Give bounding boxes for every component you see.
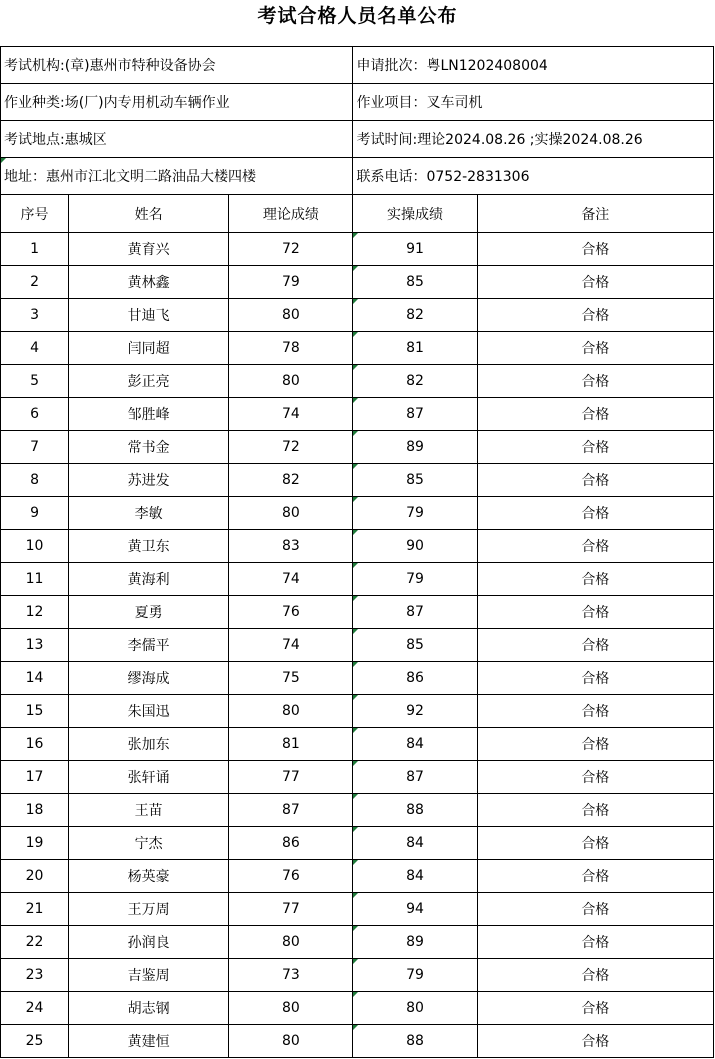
address-cell[interactable]: [1, 158, 353, 195]
cell-practice-score[interactable]: 94: [353, 893, 477, 926]
cell-name[interactable]: 彭正亮: [69, 365, 229, 398]
cell-practice-score[interactable]: 87: [353, 761, 477, 794]
header-practice[interactable]: 实操成绩: [353, 195, 477, 233]
table-row: [1, 299, 714, 332]
cell-remark[interactable]: 合格: [477, 860, 713, 893]
table-row: [1, 596, 714, 629]
cell-practice-score[interactable]: 82: [353, 299, 477, 332]
cell-practice-score[interactable]: 87: [353, 596, 477, 629]
table-row: [1, 629, 714, 662]
cell-theory-score[interactable]: 76: [229, 860, 353, 893]
cell-practice-score[interactable]: 84: [353, 728, 477, 761]
category-value: 场(厂)内专用机动车辆作业: [64, 95, 230, 111]
cell-remark[interactable]: 合格: [477, 530, 713, 563]
cell-theory-score[interactable]: 72: [229, 233, 353, 266]
phone-value: 0752-2831306: [426, 169, 530, 185]
cell-index[interactable]: 7: [1, 431, 69, 464]
cell-name[interactable]: 朱国迅: [69, 695, 229, 728]
cell-name[interactable]: 杨英豪: [69, 860, 229, 893]
cell-index[interactable]: 19: [1, 827, 69, 860]
table-row: [1, 266, 714, 299]
cell-index[interactable]: 10: [1, 530, 69, 563]
cell-index[interactable]: 6: [1, 398, 69, 431]
cell-theory-score[interactable]: 78: [229, 332, 353, 365]
cell-name[interactable]: 黄建恒: [69, 1025, 229, 1058]
cell-index[interactable]: 24: [1, 992, 69, 1025]
cell-index[interactable]: 1: [1, 233, 69, 266]
info-row-address: [1, 158, 714, 195]
cell-name[interactable]: 李儒平: [69, 629, 229, 662]
info-row-category: [1, 84, 714, 121]
page-title: 考试合格人员名单公布: [257, 5, 458, 27]
cell-practice-score[interactable]: 80: [353, 992, 477, 1025]
cell-remark[interactable]: 合格: [477, 563, 713, 596]
cell-index[interactable]: 20: [1, 860, 69, 893]
cell-name[interactable]: 甘迪飞: [69, 299, 229, 332]
cell-theory-score[interactable]: 80: [229, 497, 353, 530]
cell-theory-score[interactable]: 77: [229, 761, 353, 794]
cell-theory-score[interactable]: 80: [229, 365, 353, 398]
cell-index[interactable]: 23: [1, 959, 69, 992]
table-row: [1, 959, 714, 992]
batch-value: 粤LN1202408004: [426, 58, 548, 74]
cell-remark[interactable]: 合格: [477, 662, 713, 695]
batch-label: 申请批次：: [356, 58, 427, 74]
cell-theory-score[interactable]: 80: [229, 695, 353, 728]
batch-cell[interactable]: [353, 47, 714, 84]
cell-theory-score[interactable]: 80: [229, 926, 353, 959]
cell-remark[interactable]: 合格: [477, 794, 713, 827]
cell-remark[interactable]: 合格: [477, 332, 713, 365]
cell-theory-score[interactable]: 77: [229, 893, 353, 926]
cell-practice-score[interactable]: 86: [353, 662, 477, 695]
cell-practice-score[interactable]: 87: [353, 398, 477, 431]
cell-theory-score[interactable]: 87: [229, 794, 353, 827]
cell-name[interactable]: 邹胜峰: [69, 398, 229, 431]
cell-remark[interactable]: 合格: [477, 398, 713, 431]
cell-name[interactable]: 张加东: [69, 728, 229, 761]
cell-practice-score[interactable]: 79: [353, 959, 477, 992]
address-value: 惠州市江北文明二路油品大楼四楼: [46, 169, 256, 185]
table-row: [1, 926, 714, 959]
table-row: [1, 992, 714, 1025]
cell-remark[interactable]: 合格: [477, 695, 713, 728]
table-row: [1, 497, 714, 530]
cell-name[interactable]: 吉鉴周: [69, 959, 229, 992]
header-index[interactable]: 序号: [1, 195, 69, 233]
table-header-row: [1, 195, 714, 233]
cell-theory-score[interactable]: 86: [229, 827, 353, 860]
cell-name[interactable]: 黄卫东: [69, 530, 229, 563]
table-row: [1, 464, 714, 497]
table-row: [1, 662, 714, 695]
cell-remark[interactable]: 合格: [477, 1025, 713, 1058]
cell-name[interactable]: 王苗: [69, 794, 229, 827]
cell-practice-score[interactable]: 89: [353, 431, 477, 464]
cell-remark[interactable]: 合格: [477, 761, 713, 794]
cell-theory-score[interactable]: 82: [229, 464, 353, 497]
table-row: [1, 431, 714, 464]
cell-remark[interactable]: 合格: [477, 728, 713, 761]
place-value: 惠城区: [64, 132, 107, 148]
cell-name[interactable]: 张轩诵: [69, 761, 229, 794]
info-row-place: [1, 121, 714, 158]
cell-name[interactable]: 黄育兴: [69, 233, 229, 266]
results-table: [0, 46, 714, 1058]
cell-practice-score[interactable]: 85: [353, 266, 477, 299]
cell-theory-score[interactable]: 80: [229, 992, 353, 1025]
cell-index[interactable]: 11: [1, 563, 69, 596]
cell-practice-score[interactable]: 88: [353, 794, 477, 827]
cell-theory-score[interactable]: 74: [229, 629, 353, 662]
header-name[interactable]: 姓名: [69, 195, 229, 233]
cell-name[interactable]: 夏勇: [69, 596, 229, 629]
cell-name[interactable]: 闫同超: [69, 332, 229, 365]
cell-index[interactable]: 17: [1, 761, 69, 794]
time-cell[interactable]: [353, 121, 714, 158]
table-row: [1, 794, 714, 827]
org-value: (章)惠州市特种设备协会: [64, 58, 216, 74]
table-row: [1, 827, 714, 860]
cell-remark[interactable]: 合格: [477, 497, 713, 530]
table-row: [1, 398, 714, 431]
cell-theory-score[interactable]: 72: [229, 431, 353, 464]
cell-remark[interactable]: 合格: [477, 596, 713, 629]
cell-theory-score[interactable]: 73: [229, 959, 353, 992]
cell-practice-score[interactable]: 92: [353, 695, 477, 728]
cell-name[interactable]: 王万周: [69, 893, 229, 926]
cell-index[interactable]: 2: [1, 266, 69, 299]
cell-practice-score[interactable]: 88: [353, 1025, 477, 1058]
item-cell[interactable]: [353, 84, 714, 121]
cell-index[interactable]: 18: [1, 794, 69, 827]
cell-name[interactable]: 李敏: [69, 497, 229, 530]
header-theory[interactable]: 理论成绩: [229, 195, 353, 233]
cell-index[interactable]: 8: [1, 464, 69, 497]
cell-remark[interactable]: 合格: [477, 365, 713, 398]
cell-index[interactable]: 14: [1, 662, 69, 695]
time-value: 理论2024.08.26 ;实操2024.08.26: [417, 132, 643, 148]
table-row: [1, 332, 714, 365]
cell-name[interactable]: 缪海成: [69, 662, 229, 695]
cell-theory-score[interactable]: 79: [229, 266, 353, 299]
cell-index[interactable]: 25: [1, 1025, 69, 1058]
cell-remark[interactable]: 合格: [477, 464, 713, 497]
cell-practice-score[interactable]: 79: [353, 563, 477, 596]
cell-theory-score[interactable]: 81: [229, 728, 353, 761]
cell-theory-score[interactable]: 83: [229, 530, 353, 563]
cell-name[interactable]: 孙润良: [69, 926, 229, 959]
table-row: [1, 761, 714, 794]
cell-practice-score[interactable]: 90: [353, 530, 477, 563]
cell-index[interactable]: 4: [1, 332, 69, 365]
cell-index[interactable]: 13: [1, 629, 69, 662]
cell-index[interactable]: 12: [1, 596, 69, 629]
cell-remark[interactable]: 合格: [477, 266, 713, 299]
cell-practice-score[interactable]: 91: [353, 233, 477, 266]
cell-practice-score[interactable]: 81: [353, 332, 477, 365]
category-label: 作业种类:: [4, 95, 65, 111]
table-row: [1, 893, 714, 926]
cell-remark[interactable]: 合格: [477, 431, 713, 464]
phone-label: 联系电话：: [356, 169, 427, 185]
cell-remark[interactable]: 合格: [477, 959, 713, 992]
cell-practice-score[interactable]: 85: [353, 629, 477, 662]
cell-index[interactable]: 21: [1, 893, 69, 926]
cell-name[interactable]: 宁杰: [69, 827, 229, 860]
cell-remark[interactable]: 合格: [477, 629, 713, 662]
cell-theory-score[interactable]: 75: [229, 662, 353, 695]
table-row: [1, 695, 714, 728]
cell-index[interactable]: 3: [1, 299, 69, 332]
table-row: [1, 233, 714, 266]
cell-index[interactable]: 16: [1, 728, 69, 761]
cell-practice-score[interactable]: 84: [353, 827, 477, 860]
cell-theory-score[interactable]: 80: [229, 299, 353, 332]
time-label: 考试时间:: [356, 132, 418, 148]
header-remark[interactable]: 备注: [477, 195, 713, 233]
cell-theory-score[interactable]: 80: [229, 1025, 353, 1058]
cell-index[interactable]: 15: [1, 695, 69, 728]
cell-practice-score[interactable]: 82: [353, 365, 477, 398]
address-label: 地址：: [4, 169, 46, 185]
item-label: 作业项目：: [356, 95, 427, 111]
info-row-org: [1, 47, 714, 84]
table-row: [1, 365, 714, 398]
table-row: [1, 563, 714, 596]
place-cell[interactable]: [1, 121, 353, 158]
cell-index[interactable]: 22: [1, 926, 69, 959]
category-cell[interactable]: [1, 84, 353, 121]
cell-practice-score[interactable]: 85: [353, 464, 477, 497]
cell-name[interactable]: 胡志钢: [69, 992, 229, 1025]
cell-name[interactable]: 黄林鑫: [69, 266, 229, 299]
place-label: 考试地点:: [4, 132, 65, 148]
cell-remark[interactable]: 合格: [477, 926, 713, 959]
cell-name[interactable]: 常书金: [69, 431, 229, 464]
table-row: [1, 1025, 714, 1058]
cell-practice-score[interactable]: 84: [353, 860, 477, 893]
cell-remark[interactable]: 合格: [477, 233, 713, 266]
cell-practice-score[interactable]: 89: [353, 926, 477, 959]
cell-name[interactable]: 黄海利: [69, 563, 229, 596]
cell-practice-score[interactable]: 79: [353, 497, 477, 530]
cell-remark[interactable]: 合格: [477, 299, 713, 332]
table-row: [1, 860, 714, 893]
cell-remark[interactable]: 合格: [477, 827, 713, 860]
cell-remark[interactable]: 合格: [477, 992, 713, 1025]
cell-theory-score[interactable]: 76: [229, 596, 353, 629]
item-value: 叉车司机: [426, 95, 483, 111]
cell-index[interactable]: 9: [1, 497, 69, 530]
cell-theory-score[interactable]: 74: [229, 563, 353, 596]
org-cell[interactable]: [1, 47, 353, 84]
table-row: [1, 728, 714, 761]
table-body: [1, 233, 714, 1058]
cell-name[interactable]: 苏进发: [69, 464, 229, 497]
cell-theory-score[interactable]: 74: [229, 398, 353, 431]
org-label: 考试机构:: [4, 58, 65, 74]
cell-index[interactable]: 5: [1, 365, 69, 398]
table-row: [1, 530, 714, 563]
phone-cell[interactable]: [353, 158, 714, 195]
cell-remark[interactable]: 合格: [477, 893, 713, 926]
